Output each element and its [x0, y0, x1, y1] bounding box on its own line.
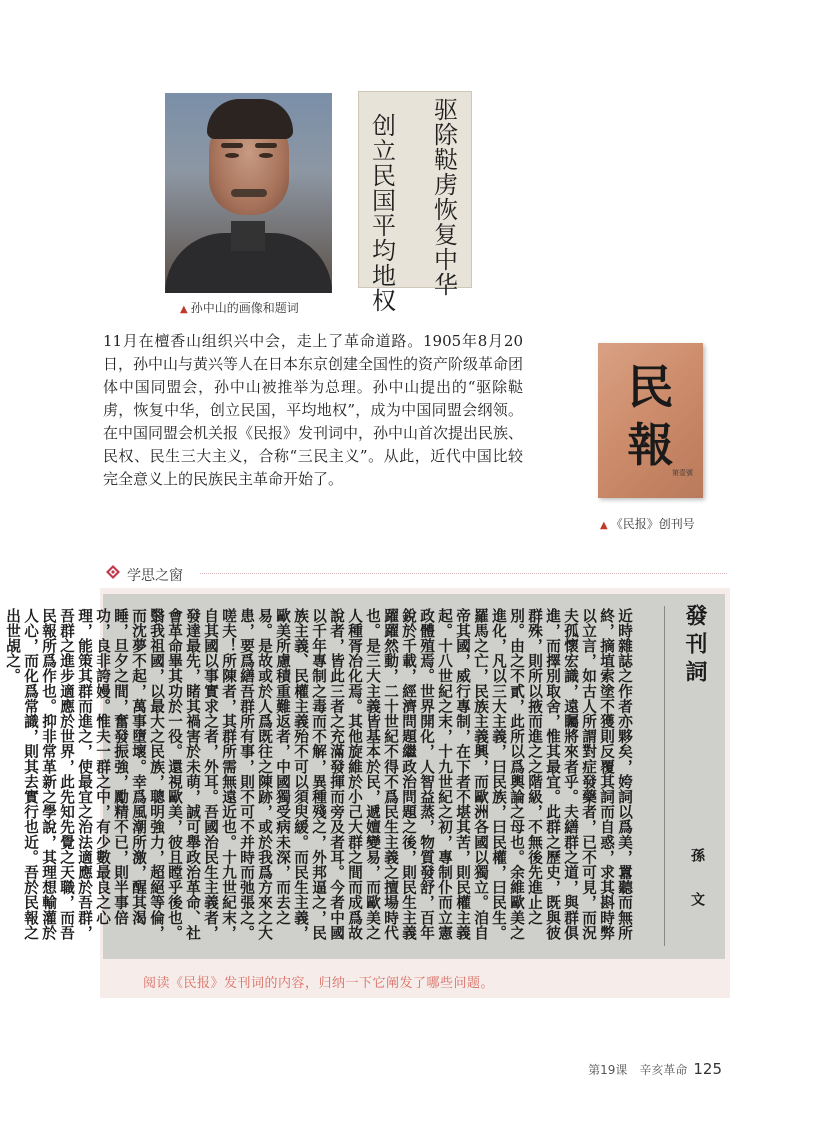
calligraphy-char: 立	[372, 137, 396, 165]
calligraphy-char: 创	[372, 112, 396, 140]
caption-triangle-icon: ▲	[600, 520, 608, 531]
calligraphy-char: 中	[434, 246, 458, 274]
calligraphy-char: 华	[434, 271, 458, 299]
sun-yat-sen-portrait	[165, 93, 332, 290]
calligraphy-char: 民	[372, 162, 396, 190]
section-divider	[200, 573, 727, 574]
calligraphy-column-left	[369, 114, 399, 314]
cover-issue-number: 第壹號	[672, 469, 693, 477]
calligraphy-inscription	[358, 91, 472, 315]
document-title: 發刊詞	[682, 604, 708, 688]
caption-triangle-icon: ▲	[180, 304, 188, 315]
section-title: 学思之窗	[127, 568, 183, 584]
figure1-caption	[180, 299, 299, 316]
calligraphy-char: 平	[372, 212, 396, 240]
page-footer	[588, 1060, 722, 1078]
minbao-cover	[598, 343, 703, 498]
figure2-caption	[600, 515, 695, 532]
portrait-eye-left	[225, 153, 239, 158]
calligraphy-column-right	[431, 98, 461, 298]
lesson-label: 第19课 辛亥革命	[588, 1063, 688, 1077]
calligraphy-char: 权	[372, 287, 396, 315]
calligraphy-char: 恢	[434, 196, 458, 224]
figure1-caption-text: 孙中山的画像和题词	[190, 301, 299, 315]
study-question: 阅读《民报》发刊词的内容，归纳一下它阐发了哪些问题。	[143, 976, 495, 991]
calligraphy-char: 均	[372, 237, 396, 265]
fakanci-document	[4, 594, 725, 959]
portrait-hair	[207, 99, 293, 139]
portrait-brow-right	[255, 143, 277, 148]
calligraphy-char: 驱	[434, 96, 458, 124]
calligraphy-char: 鞑	[434, 146, 458, 174]
diamond-flower-icon	[106, 565, 120, 579]
document-column-rule	[664, 606, 665, 946]
calligraphy-char: 虏	[434, 171, 458, 199]
page-number: 125	[693, 1060, 722, 1078]
document-author: 孫文	[689, 848, 705, 936]
cover-title-bao: 報	[627, 418, 674, 472]
portrait-mustache	[231, 189, 267, 197]
document-body-text: 近時雜誌之作者亦夥矣，姱詞以爲美，囂聽而無所終，摘埴索塗不獲則反覆其詞而自惑，求其斟時弊以立言，如古人所謂對症發藥者，已不可見，而況夫孤懷宏識，遠矚將來者乎。夫繕群之道，與群俱進，而擇別取舍，惟其最宜。此群之歷史，既與彼群殊，則所以掖而進之之階級，不無後先進止之別。由之不貳，此所以爲輿論之母也。余維歐美之進化，凡以三大主義，曰民族，曰民權，曰民生。羅馬之亡，民族主義興，而歐洲各國以獨立。洎自帝其國，威行專制，在下者不堪其苦，則民權主義起。十八世紀之末，十九世紀之初，專制仆而立憲政體殖焉。世界開化，人智益蒸，物質發舒，百年銳於千載，經濟問題繼政治問題之後，則民生主義躍躍然動，二十世紀不得不爲民生主義之擅場時代也。是三大主義皆基本於民，遞嬗變易，而歐美之人種胥冶化焉。其他旋維於小己大群之間而成爲故說者，皆此三者之充滿發揮而旁及者耳。今者中國以千年專制之毒而不解，異種殘之，外邦逼之，民族主義、民權主義殆不可以須臾緩。而民生主義，歐美所慮積重難返者，中國獨受病未深，而去之易。是故或於人爲既往之陳跡，或於我爲方來之大患，要爲繕吾群所有事，則不可不并時而弛張之。嗟夫！所陳者，其群所需無遠近也。十九世紀末，自其國以事實求之者，外耳。吾國治民生主義者，發達最先，睹其禍害於未萌，誠可舉政治革命、社會革命畢其功於一役。還視歐美，彼且瞠乎後也。翳我祖國，以最大之民族，聰明強力，超絕等倫，而沈夢不起，萬事墮壞。幸爲風潮所激，醒其渴睡，旦夕之間，奮發振強，勵精不已，則半事倍功，良非誇嫚。惟夫一群之中，有少數最良之心理，能策其群而進之，使最宜之治法適應於吾群，吾群之進步適應於世界，此先知先覺之天職，而吾民報所爲作也。抑非常革新之學說，其理想輸灌於人心，而化爲常識，則其去實行也近。吾於民報之出世覘之。	[4, 608, 633, 941]
cover-title-min: 民	[627, 360, 674, 414]
calligraphy-char: 除	[434, 121, 458, 149]
calligraphy-char: 地	[372, 262, 396, 290]
calligraphy-char: 国	[372, 187, 396, 215]
figure2-caption-text: 《民报》创刊号	[610, 517, 695, 531]
calligraphy-char: 复	[434, 221, 458, 249]
body-paragraph: 11月在檀香山组织兴中会，走上了革命道路。1905年8月20日，孙中山与黄兴等人在日本东京创建全国性的资产阶级革命团体中国同盟会，孙中山被推举为总理。孙中山提出的“驱除鞑虏，恢复中华，创立民国，平均地权”，成为中国同盟会纲领。在中国同盟会机关报《民报》发刊词中，孙中山首次提出民族、民权、民生三大主义，合称“三民主义”。从此，近代中国比较完全意义上的民族民主革命开始了。	[103, 332, 524, 488]
portrait-eye-right	[259, 153, 273, 158]
portrait-brow-left	[221, 143, 243, 148]
portrait-collar	[231, 221, 265, 251]
